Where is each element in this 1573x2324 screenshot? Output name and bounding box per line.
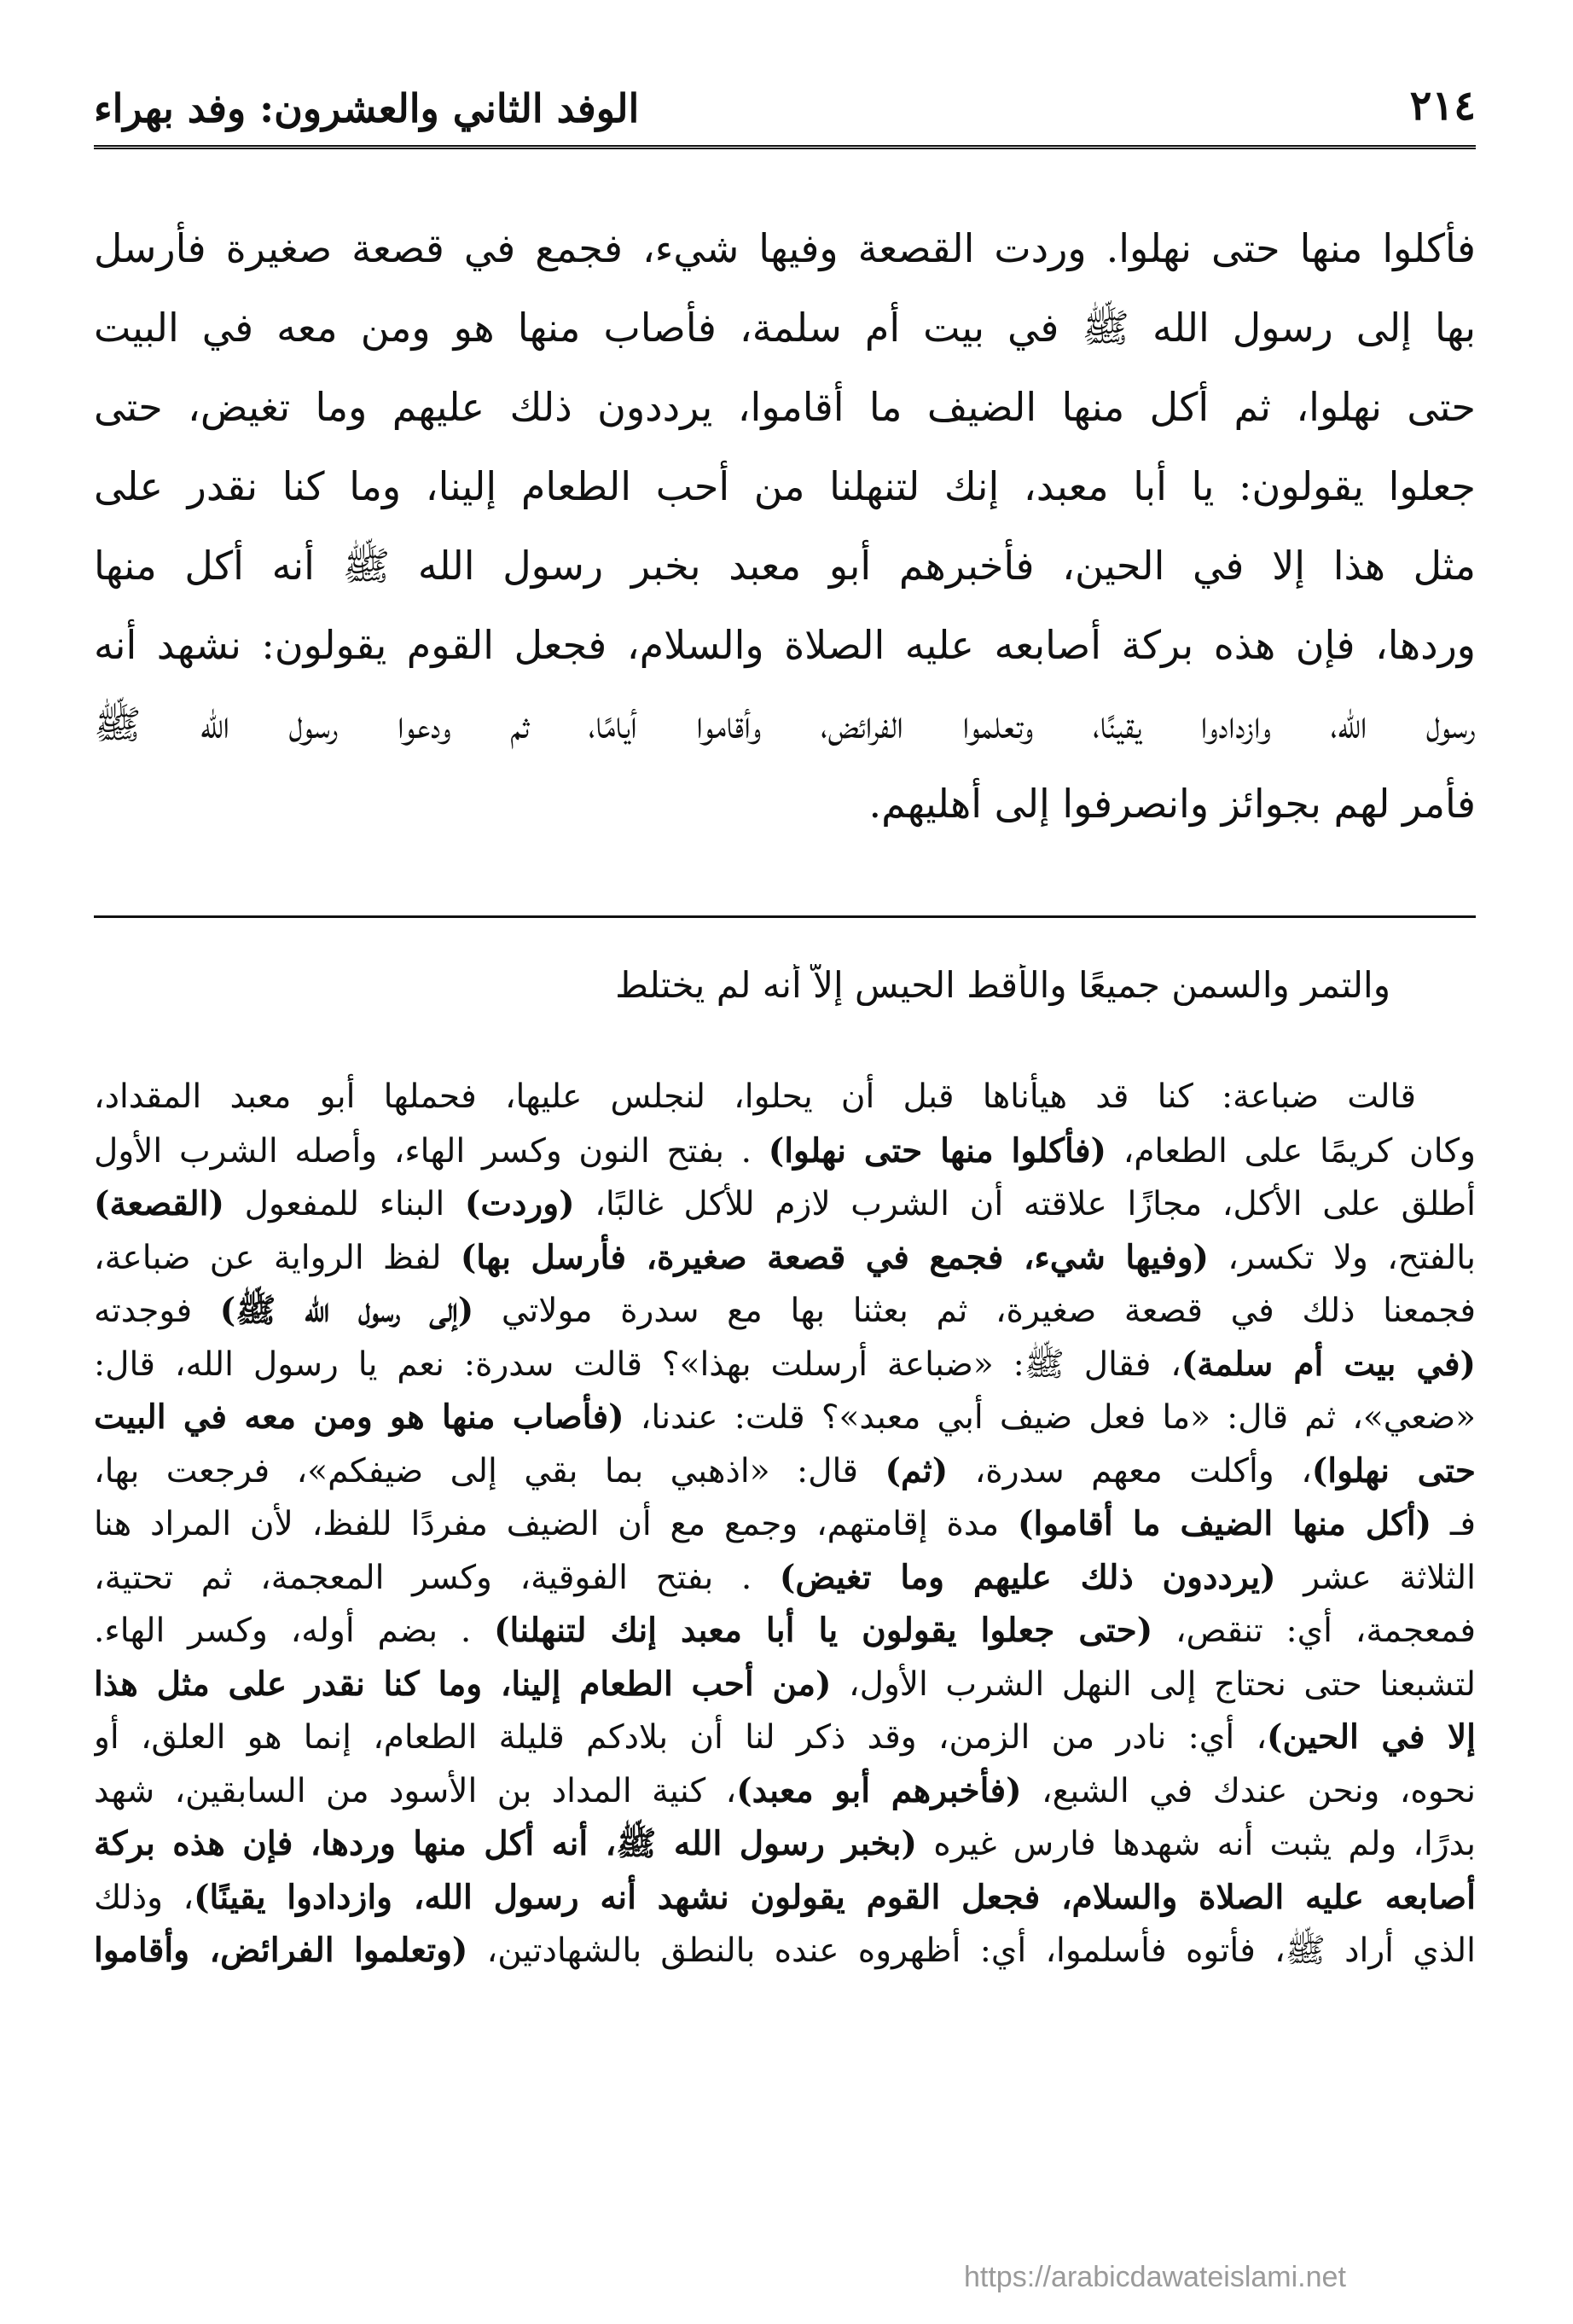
commentary-line: [94, 1711, 1476, 1764]
header-rule: [94, 145, 1476, 149]
commentary-segment: قالت ضباعة: كنا قد هيأناها قبل أن يحلوا، لنجلس عليها، فحملها أبو معبد المقداد،: [94, 1078, 1416, 1116]
commentary-segment: بدرًا، ولم يثبت أنه شهدها فارس غيره: [917, 1825, 1476, 1863]
commentary-line: [94, 1338, 1476, 1391]
commentary-segment: «ضعي»، ثم قال: «ما فعل ضيف أبي معبد»؟ قلت: عندنا،: [624, 1398, 1476, 1437]
commentary-line: [94, 1284, 1476, 1338]
footnote-divider: [94, 915, 1476, 918]
commentary-line: [94, 1071, 1476, 1124]
commentary-line: [94, 1604, 1476, 1658]
quoted-text: (حتى جعلوا يقولون يا أبا معبد إنك لتنهلنا): [494, 1611, 1153, 1650]
quoted-text: إلا في الحين): [1267, 1717, 1476, 1757]
quoted-text: (من أحب الطعام إلينا، وما كنا نقدر على مثل هذا: [94, 1664, 832, 1704]
main-text-line: وردها، فإن هذه بركة أصابعه عليه الصلاة والسلام، فجعل القوم يقولون: نشهد أنه: [94, 622, 1476, 668]
commentary-segment: نحوه، ونحن عندك في الشبع،: [1021, 1771, 1476, 1810]
commentary-segment: ، أي: نادر من الزمن، وقد ذكر لنا أن بلادكم قليلة الطعام، إنما هو العلق، أو: [94, 1718, 1268, 1757]
quoted-text: (ثم): [885, 1450, 949, 1490]
commentary-segment: بالفتح، ولا تكسر،: [1208, 1238, 1476, 1277]
commentary-line: [94, 1817, 1476, 1871]
commentary-segment: فجمعنا ذلك في قصعة صغيرة، ثم بعثنا بها مع سدرة مولاتي: [473, 1292, 1476, 1330]
footnote-verse: والتمر والسمن جميعًا والأقط الحيس إلاّ أنه لم يختلط: [615, 964, 1390, 1006]
commentary-segment: ، وأكلت معهم سدرة،: [948, 1451, 1312, 1490]
commentary-segment: لفظ الرواية عن ضباعة،: [94, 1238, 461, 1277]
main-text-line: رسول الله، وازدادوا يقينًا، وتعلموا الفرائض، وأقاموا أيامًا، ثم ودعوا رسول الله ﷺ: [94, 701, 1476, 747]
page-number: ٢١٤: [1409, 82, 1476, 130]
page-header: [94, 77, 1476, 145]
main-text-line: فأمر لهم بجوائز وانصرفوا إلى أهليهم.: [868, 781, 1476, 827]
commentary-line: [94, 1391, 1476, 1444]
quoted-text: (فأكلوا منها حتى نهلوا): [768, 1130, 1106, 1171]
running-title: الوفد الثاني والعشرون: وفد بهراء: [94, 85, 640, 131]
main-text-line: فأكلوا منها حتى نهلوا. وردت القصعة وفيها شيء، فجمع في قصعة صغيرة فأرسل: [94, 225, 1476, 271]
commentary-segment: . بفتح النون وكسر الهاء، وأصله الشرب الأول: [94, 1131, 769, 1171]
quoted-text: (بخبر رسول الله ﷺ، أنه أكل منها وردها، فإن هذه بركة: [94, 1824, 917, 1863]
commentary-line: [94, 1924, 1476, 1978]
quoted-text: حتى نهلوا): [1311, 1450, 1476, 1490]
commentary-text: [94, 1071, 1476, 1978]
commentary-segment: فـ: [1431, 1505, 1476, 1543]
commentary-line: [94, 1658, 1476, 1711]
main-text-line: بها إلى رسول الله ﷺ في بيت أم سلمة، فأصاب منها هو ومن معه في البيت: [94, 305, 1476, 351]
commentary-segment: . بضم أوله، وكسر الهاء.: [94, 1612, 495, 1650]
commentary-line: [94, 1124, 1476, 1178]
commentary-segment: لتشبعنا حتى نحتاج إلى النهل الشرب الأول،: [831, 1665, 1476, 1704]
quoted-text: (وتعلموا الفرائض، وأقاموا: [94, 1931, 468, 1970]
commentary-segment: الثلاثة عشر: [1275, 1558, 1476, 1597]
quoted-text: (فأخبرهم أبو معبد): [736, 1770, 1022, 1810]
commentary-segment: البناء للمفعول: [223, 1185, 465, 1223]
commentary-segment: . بفتح الفوقية، وكسر المعجمة، ثم تحتية،: [94, 1558, 780, 1597]
commentary-line: [94, 1231, 1476, 1285]
watermark: https://arabicdawateislami.net: [964, 2261, 1346, 2293]
commentary-line: [94, 1497, 1476, 1551]
commentary-line: [94, 1444, 1476, 1498]
commentary-segment: الذي أراد ﷺ، فأتوه فأسلموا، أي: أظهروه عنده بالنطق بالشهادتين،: [467, 1932, 1476, 1970]
quoted-text: (يرددون ذلك عليهم وما تغيض): [779, 1557, 1276, 1597]
commentary-segment: ، كنية المداد بن الأسود من السابقين، شهد: [94, 1771, 737, 1810]
commentary-segment: قال: «اذهبي بما بقي إلى ضيفكم»، فرجعت بها،: [94, 1451, 885, 1490]
main-text: [94, 209, 1476, 844]
commentary-line: [94, 1177, 1476, 1231]
quoted-text: (أكل منها الضيف ما أقاموا): [1018, 1504, 1432, 1543]
quoted-text: (وفيها شيء، فجمع في قصعة صغيرة، فأرسل بها): [460, 1237, 1209, 1277]
commentary-segment: فوجدته: [94, 1292, 220, 1330]
commentary-line: [94, 1871, 1476, 1925]
commentary-segment: ، وذلك: [94, 1878, 194, 1917]
commentary-segment: وكان كريمًا على الطعام،: [1106, 1131, 1476, 1171]
commentary-line: [94, 1764, 1476, 1818]
commentary-segment: فمعجمة، أي: تنقص،: [1152, 1612, 1476, 1650]
quoted-text: (وردت): [464, 1184, 575, 1223]
quoted-text: (إلى رسول الله ﷺ): [219, 1291, 474, 1330]
commentary-segment: أطلق على الأكل، مجازًا علاقته أن الشرب لازم للأكل غالبًا،: [574, 1185, 1476, 1223]
quoted-text: (فأصاب منها هو ومن معه في البيت: [94, 1397, 624, 1437]
quoted-text: (في بيت أم سلمة): [1181, 1344, 1476, 1384]
commentary-segment: مدة إقامتهم، وجمع مع أن الضيف مفردًا للفظ، لأن المراد هنا: [94, 1505, 1019, 1543]
main-text-line: مثل هذا إلا في الحين، فأخبرهم أبو معبد بخبر رسول الله ﷺ أنه أكل منها: [94, 543, 1476, 589]
commentary-segment: ، فقال ﷺ: «ضباعة أرسلت بهذا»؟ قالت سدرة: نعم يا رسول الله، قال:: [94, 1345, 1181, 1384]
quoted-text: أصابعه عليه الصلاة والسلام، فجعل القوم يقولون نشهد أنه رسول الله، وازدادوا يقينًا): [194, 1877, 1476, 1917]
quoted-text: (القصعة): [94, 1184, 224, 1223]
main-text-line: حتى نهلوا، ثم أكل منها الضيف ما أقاموا، يرددون ذلك عليهم وما تغيض، حتى: [94, 384, 1476, 430]
main-text-line: جعلوا يقولون: يا أبا معبد، إنك لتنهلنا من أحب الطعام إلينا، وما كنا نقدر على: [94, 463, 1476, 509]
commentary-line: [94, 1551, 1476, 1605]
